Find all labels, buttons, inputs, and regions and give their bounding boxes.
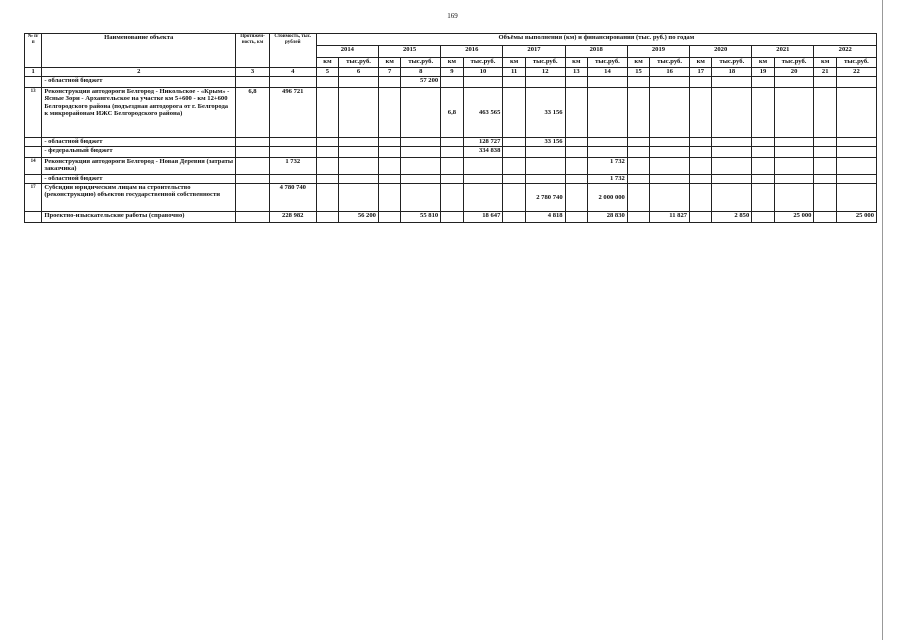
cell-rub bbox=[339, 184, 379, 212]
cell-km bbox=[627, 175, 649, 184]
row-cost bbox=[269, 147, 316, 158]
column-number: 22 bbox=[836, 68, 876, 77]
cell-rub: 33 156 bbox=[525, 88, 565, 138]
cell-km bbox=[378, 158, 400, 175]
header-year: 2020 bbox=[690, 46, 752, 58]
header-unit-km: км bbox=[316, 58, 338, 68]
cell-rub bbox=[712, 77, 752, 88]
row-number bbox=[25, 147, 42, 158]
cell-km bbox=[814, 77, 836, 88]
header-unit-km: км bbox=[441, 58, 463, 68]
object-name: Проектно-изыскательские работы (справочно) bbox=[42, 212, 236, 223]
cell-km bbox=[690, 77, 712, 88]
row-number bbox=[25, 138, 42, 147]
cell-rub bbox=[339, 147, 379, 158]
row-number: 17 bbox=[25, 184, 42, 212]
column-number: 2 bbox=[42, 68, 236, 77]
cell-rub bbox=[463, 158, 503, 175]
cell-rub bbox=[650, 138, 690, 147]
row-number bbox=[25, 175, 42, 184]
column-number: 12 bbox=[525, 68, 565, 77]
cell-km bbox=[316, 88, 338, 138]
row-cost: 228 982 bbox=[269, 212, 316, 223]
header-unit-km: км bbox=[690, 58, 712, 68]
row-length bbox=[236, 138, 270, 147]
cell-km bbox=[565, 212, 587, 223]
column-number: 21 bbox=[814, 68, 836, 77]
header-unit-km: км bbox=[627, 58, 649, 68]
cell-km bbox=[378, 184, 400, 212]
header-year: 2016 bbox=[441, 46, 503, 58]
table-row bbox=[25, 184, 877, 212]
table-row bbox=[25, 175, 877, 184]
column-number: 18 bbox=[712, 68, 752, 77]
row-cost bbox=[269, 77, 316, 88]
cell-rub bbox=[650, 147, 690, 158]
row-length bbox=[236, 212, 270, 223]
object-name: - федеральный бюджет bbox=[42, 147, 236, 158]
cell-rub bbox=[650, 88, 690, 138]
cell-km bbox=[378, 88, 400, 138]
cell-km bbox=[441, 138, 463, 147]
cell-rub bbox=[836, 158, 876, 175]
cell-rub: 33 156 bbox=[525, 138, 565, 147]
cell-rub bbox=[463, 184, 503, 212]
cell-rub bbox=[339, 138, 379, 147]
cell-km bbox=[503, 184, 525, 212]
object-name: - областной бюджет bbox=[42, 138, 236, 147]
cell-rub: 18 647 bbox=[463, 212, 503, 223]
cell-rub bbox=[712, 138, 752, 147]
cell-rub bbox=[836, 88, 876, 138]
cell-km bbox=[441, 184, 463, 212]
header-year: 2019 bbox=[627, 46, 689, 58]
cell-km bbox=[627, 138, 649, 147]
cell-km bbox=[690, 138, 712, 147]
column-number: 4 bbox=[269, 68, 316, 77]
column-number: 16 bbox=[650, 68, 690, 77]
cell-km bbox=[752, 175, 774, 184]
cell-rub: 128 727 bbox=[463, 138, 503, 147]
column-number: 14 bbox=[588, 68, 628, 77]
header-year: 2021 bbox=[752, 46, 814, 58]
cell-km bbox=[441, 147, 463, 158]
cell-km bbox=[316, 158, 338, 175]
header-unit-km: км bbox=[503, 58, 525, 68]
row-length bbox=[236, 77, 270, 88]
object-name: Реконструкция автодороги Белгород - Никольское - «Крым» - Ясные Зори - Архангельское на участке км 5+600 - км 12+600 Белгородского района (подъездная автодорога от г. Белгорода к микрорайонам ИЖС Белгородского района) bbox=[42, 88, 236, 138]
cell-rub: 2 000 000 bbox=[588, 184, 628, 212]
cell-rub bbox=[588, 77, 628, 88]
cell-km bbox=[565, 88, 587, 138]
page-edge-line bbox=[882, 0, 883, 640]
cell-rub bbox=[650, 77, 690, 88]
table-row bbox=[25, 147, 877, 158]
cell-km bbox=[627, 212, 649, 223]
cell-km bbox=[627, 88, 649, 138]
header-year: 2018 bbox=[565, 46, 627, 58]
header-year: 2017 bbox=[503, 46, 565, 58]
cell-km bbox=[503, 77, 525, 88]
cell-km bbox=[565, 158, 587, 175]
row-cost: 1 732 bbox=[269, 158, 316, 175]
cell-rub bbox=[463, 77, 503, 88]
cell-rub bbox=[525, 147, 565, 158]
table-row bbox=[25, 138, 877, 147]
cell-rub bbox=[836, 147, 876, 158]
cell-km bbox=[503, 88, 525, 138]
cell-km bbox=[565, 138, 587, 147]
cell-km bbox=[814, 138, 836, 147]
cell-rub: 2 850 bbox=[712, 212, 752, 223]
cell-km bbox=[503, 175, 525, 184]
cell-rub bbox=[525, 175, 565, 184]
cell-km bbox=[565, 77, 587, 88]
cell-km bbox=[752, 212, 774, 223]
cell-rub bbox=[401, 147, 441, 158]
cell-km bbox=[441, 77, 463, 88]
cell-km bbox=[690, 184, 712, 212]
cell-km bbox=[752, 77, 774, 88]
cell-km bbox=[565, 184, 587, 212]
cell-km bbox=[378, 175, 400, 184]
cell-km bbox=[690, 88, 712, 138]
header-unit-rub: тыс.руб. bbox=[774, 58, 814, 68]
cell-rub bbox=[401, 184, 441, 212]
cell-km bbox=[690, 212, 712, 223]
cell-km bbox=[690, 175, 712, 184]
cell-rub: 2 780 740 bbox=[525, 184, 565, 212]
cell-rub bbox=[525, 77, 565, 88]
row-cost: 496 721 bbox=[269, 88, 316, 138]
cell-km bbox=[316, 138, 338, 147]
cell-km bbox=[814, 184, 836, 212]
cell-rub bbox=[774, 184, 814, 212]
cell-rub bbox=[525, 158, 565, 175]
header-unit-km: км bbox=[378, 58, 400, 68]
cell-rub bbox=[401, 88, 441, 138]
cell-km bbox=[316, 175, 338, 184]
column-number: 3 bbox=[236, 68, 270, 77]
table-row bbox=[25, 212, 877, 223]
header-unit-km: км bbox=[814, 58, 836, 68]
header-unit-rub: тыс.руб. bbox=[650, 58, 690, 68]
cell-rub bbox=[650, 158, 690, 175]
cell-km bbox=[316, 212, 338, 223]
cell-km bbox=[752, 184, 774, 212]
header-cost: Стоимость, тыс. рублей bbox=[269, 34, 316, 68]
table-row bbox=[25, 158, 877, 175]
header-name: Наименование объекта bbox=[42, 34, 236, 68]
cell-rub bbox=[588, 138, 628, 147]
cell-rub: 55 810 bbox=[401, 212, 441, 223]
cell-km bbox=[627, 184, 649, 212]
cell-rub bbox=[339, 77, 379, 88]
cell-km bbox=[441, 175, 463, 184]
row-length bbox=[236, 147, 270, 158]
header-unit-rub: тыс.руб. bbox=[588, 58, 628, 68]
cell-rub bbox=[836, 175, 876, 184]
cell-km bbox=[441, 212, 463, 223]
header-year: 2015 bbox=[378, 46, 440, 58]
cell-rub bbox=[401, 175, 441, 184]
header-unit-rub: тыс.руб. bbox=[401, 58, 441, 68]
header-unit-rub: тыс.руб. bbox=[463, 58, 503, 68]
row-cost: 4 780 740 bbox=[269, 184, 316, 212]
row-number bbox=[25, 77, 42, 88]
row-cost bbox=[269, 138, 316, 147]
row-cost bbox=[269, 175, 316, 184]
cell-km bbox=[503, 158, 525, 175]
cell-km bbox=[378, 147, 400, 158]
cell-km bbox=[690, 147, 712, 158]
cell-rub bbox=[774, 88, 814, 138]
cell-km bbox=[752, 88, 774, 138]
cell-rub bbox=[650, 175, 690, 184]
header-length: Протяжён- ность, км bbox=[236, 34, 270, 68]
cell-km bbox=[814, 158, 836, 175]
column-number: 6 bbox=[339, 68, 379, 77]
column-number: 9 bbox=[441, 68, 463, 77]
cell-km bbox=[814, 175, 836, 184]
cell-km bbox=[378, 138, 400, 147]
header-volumes: Объёмы выполнения (км) и финансирования (тыс. руб.) по годам bbox=[316, 34, 876, 46]
header-unit-km: км bbox=[752, 58, 774, 68]
cell-rub bbox=[712, 147, 752, 158]
cell-rub bbox=[588, 147, 628, 158]
table-row bbox=[25, 88, 877, 138]
cell-km bbox=[814, 147, 836, 158]
object-name: Реконструкция автодороги Белгород - Новая Деревня (затраты заказчика) bbox=[42, 158, 236, 175]
cell-km bbox=[690, 158, 712, 175]
cell-km bbox=[565, 147, 587, 158]
cell-rub bbox=[774, 138, 814, 147]
row-length bbox=[236, 184, 270, 212]
cell-rub: 1 732 bbox=[588, 175, 628, 184]
cell-rub: 25 000 bbox=[774, 212, 814, 223]
cell-km bbox=[316, 184, 338, 212]
cell-rub bbox=[588, 88, 628, 138]
row-length: 6,8 bbox=[236, 88, 270, 138]
cell-rub: 57 200 bbox=[401, 77, 441, 88]
object-name: - областной бюджет bbox=[42, 77, 236, 88]
cell-km bbox=[316, 147, 338, 158]
cell-rub bbox=[836, 138, 876, 147]
cell-rub bbox=[339, 158, 379, 175]
header-unit-rub: тыс.руб. bbox=[712, 58, 752, 68]
cell-rub: 1 732 bbox=[588, 158, 628, 175]
row-number: 13 bbox=[25, 88, 42, 138]
page-number: 169 bbox=[447, 12, 458, 20]
cell-km bbox=[503, 147, 525, 158]
object-name: Субсидии юридическим лицам на строительство (реконструкцию) объектов государственной собственности bbox=[42, 184, 236, 212]
cell-km bbox=[814, 212, 836, 223]
cell-rub bbox=[339, 175, 379, 184]
cell-rub bbox=[774, 175, 814, 184]
cell-km bbox=[503, 212, 525, 223]
cell-rub: 11 827 bbox=[650, 212, 690, 223]
cell-km bbox=[503, 138, 525, 147]
header-unit-km: км bbox=[565, 58, 587, 68]
table-row bbox=[25, 77, 877, 88]
header-unit-rub: тыс.руб. bbox=[339, 58, 379, 68]
header-unit-rub: тыс.руб. bbox=[836, 58, 876, 68]
cell-km bbox=[627, 158, 649, 175]
cell-km bbox=[627, 147, 649, 158]
object-name: - областной бюджет bbox=[42, 175, 236, 184]
cell-rub bbox=[774, 147, 814, 158]
column-number: 13 bbox=[565, 68, 587, 77]
cell-rub bbox=[712, 175, 752, 184]
cell-km bbox=[378, 212, 400, 223]
column-number: 20 bbox=[774, 68, 814, 77]
column-number: 10 bbox=[463, 68, 503, 77]
cell-rub bbox=[774, 77, 814, 88]
cell-rub: 56 200 bbox=[339, 212, 379, 223]
cell-rub: 28 830 bbox=[588, 212, 628, 223]
cell-rub: 4 818 bbox=[525, 212, 565, 223]
cell-km bbox=[752, 138, 774, 147]
column-number: 19 bbox=[752, 68, 774, 77]
cell-rub bbox=[836, 77, 876, 88]
row-number: 14 bbox=[25, 158, 42, 175]
header-num: № п/п bbox=[25, 34, 42, 68]
cell-rub bbox=[712, 88, 752, 138]
cell-km bbox=[752, 147, 774, 158]
row-length bbox=[236, 158, 270, 175]
cell-rub bbox=[650, 184, 690, 212]
cell-rub bbox=[401, 158, 441, 175]
cell-km bbox=[441, 158, 463, 175]
header-year: 2022 bbox=[814, 46, 877, 58]
column-number: 8 bbox=[401, 68, 441, 77]
cell-rub bbox=[836, 184, 876, 212]
cell-km bbox=[378, 77, 400, 88]
cell-km: 6,8 bbox=[441, 88, 463, 138]
column-number: 11 bbox=[503, 68, 525, 77]
cell-km bbox=[627, 77, 649, 88]
cell-rub bbox=[339, 88, 379, 138]
column-number: 15 bbox=[627, 68, 649, 77]
column-number: 1 bbox=[25, 68, 42, 77]
cell-km bbox=[565, 175, 587, 184]
cell-km bbox=[316, 77, 338, 88]
column-number: 17 bbox=[690, 68, 712, 77]
header-year: 2014 bbox=[316, 46, 378, 58]
financing-table bbox=[24, 33, 877, 223]
row-number bbox=[25, 212, 42, 223]
cell-rub: 334 838 bbox=[463, 147, 503, 158]
column-number: 7 bbox=[378, 68, 400, 77]
header-unit-rub: тыс.руб. bbox=[525, 58, 565, 68]
cell-rub: 463 565 bbox=[463, 88, 503, 138]
cell-rub: 25 000 bbox=[836, 212, 876, 223]
cell-rub bbox=[401, 138, 441, 147]
cell-rub bbox=[463, 175, 503, 184]
cell-km bbox=[814, 88, 836, 138]
row-length bbox=[236, 175, 270, 184]
cell-km bbox=[752, 158, 774, 175]
cell-rub bbox=[774, 158, 814, 175]
cell-rub bbox=[712, 158, 752, 175]
column-number: 5 bbox=[316, 68, 338, 77]
cell-rub bbox=[712, 184, 752, 212]
